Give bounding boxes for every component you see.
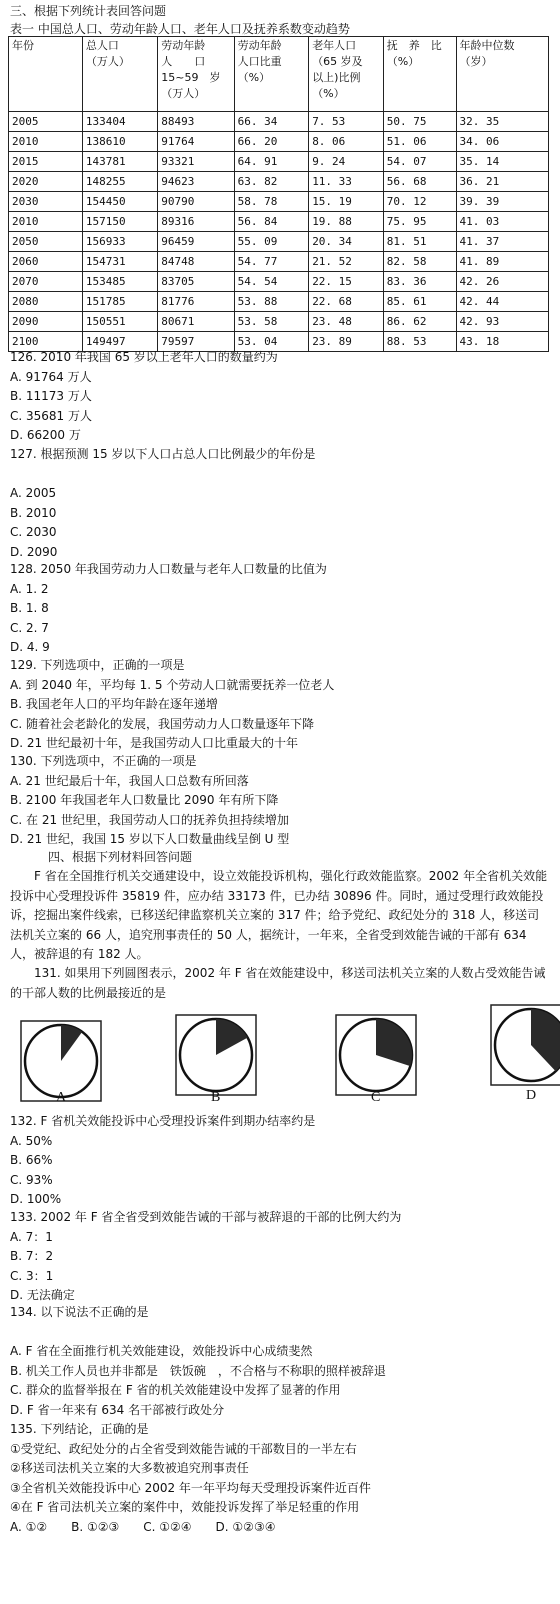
- pie-label: D: [526, 1088, 537, 1103]
- table-cell: 53. 04: [234, 332, 309, 352]
- question-127: [10, 445, 550, 562]
- blank-line: [10, 465, 550, 485]
- table-cell: 54. 77: [234, 252, 309, 272]
- answer-option: B. 2100 年我国老年人口数量比 2090 年有所下降: [10, 793, 279, 807]
- answer-option: A. 91764 万人: [10, 369, 92, 384]
- table-cell: 2020: [9, 172, 83, 192]
- question-129: [10, 656, 550, 754]
- table-row: [9, 112, 549, 132]
- pie-option-d: [490, 1004, 560, 1086]
- table-cell: 88493: [158, 112, 234, 132]
- table-cell: 56. 68: [383, 172, 456, 192]
- pie-options: [0, 1004, 560, 1109]
- table-cell: 8. 06: [309, 132, 384, 152]
- table-cell: 2060: [9, 252, 83, 272]
- answer-option: D. 21 世纪，我国 15 岁以下人口数量曲线呈倒 U 型: [10, 832, 290, 846]
- table-cell: 93321: [158, 152, 234, 172]
- answer-option: A. 2005: [10, 486, 57, 500]
- table-cell: 63. 82: [234, 172, 309, 192]
- table-cell: 96459: [158, 232, 234, 252]
- table-cell: 53. 58: [234, 312, 309, 332]
- table-cell: 83705: [158, 272, 234, 292]
- table-cell: 42. 44: [456, 292, 548, 312]
- table-header-cell: 年份: [9, 37, 83, 112]
- table-cell: 56. 84: [234, 212, 309, 232]
- table-row: [9, 312, 549, 332]
- table-row: [9, 152, 549, 172]
- table-cell: 81776: [158, 292, 234, 312]
- answer-option: C. 2030: [10, 525, 57, 539]
- table-cell: 157150: [82, 212, 157, 232]
- table-header-cell: 劳动年龄 人口比重 （%）: [234, 37, 309, 112]
- table-cell: 53. 88: [234, 292, 309, 312]
- table-cell: 91764: [158, 132, 234, 152]
- answer-option: B. 机关工作人员也并非都是 铁饭碗 ，不合格与不称职的照样被辞退: [10, 1363, 386, 1378]
- table-cell: 23. 89: [309, 332, 384, 352]
- answer-option: D. 2090: [10, 544, 58, 559]
- table-cell: 36. 21: [456, 172, 548, 192]
- table-cell: 66. 20: [234, 132, 309, 152]
- table-cell: 154731: [82, 252, 157, 272]
- table-header-cell: 劳动年龄 人 口 15~59 岁 （万人）: [158, 37, 234, 112]
- table-cell: 138610: [82, 132, 157, 152]
- table-cell: 42. 26: [456, 272, 548, 292]
- table-cell: 9. 24: [309, 152, 384, 172]
- table-row: [9, 272, 549, 292]
- question-134: [10, 1303, 550, 1420]
- answer-option: ③全省机关效能投诉中心 2002 年一年平均每天受理投诉案件近百件: [10, 1480, 371, 1495]
- question-126: [10, 348, 550, 446]
- answer-option: A. 1. 2: [10, 581, 49, 596]
- question-132: [10, 1112, 550, 1210]
- question-135: [10, 1420, 550, 1537]
- question-stem: 134. 以下说法不正确的是: [10, 1305, 149, 1319]
- table-cell: 2050: [9, 232, 83, 252]
- table-header-cell: 老年人口 （65 岁及 以上)比例 （%）: [309, 37, 384, 112]
- table-cell: 23. 48: [309, 312, 384, 332]
- table-row: [9, 212, 549, 232]
- table-cell: 64. 91: [234, 152, 309, 172]
- answer-option: C. 在 21 世纪里，我国劳动人口的抚养负担持续增加: [10, 812, 289, 827]
- table-cell: 149497: [82, 332, 157, 352]
- table-cell: 41. 89: [456, 252, 548, 272]
- table-cell: 150551: [82, 312, 157, 332]
- table-cell: 51. 06: [383, 132, 456, 152]
- table-cell: 83. 36: [383, 272, 456, 292]
- table-cell: 151785: [82, 292, 157, 312]
- table-header-cell: 总人口 （万人）: [82, 37, 157, 112]
- table-cell: 154450: [82, 192, 157, 212]
- table-cell: 89316: [158, 212, 234, 232]
- table-cell: 20. 34: [309, 232, 384, 252]
- material-paragraph: F 省在全国推行机关交通建设中，设立效能投诉机构，强化行政效能监察。2002 年全省机关效能投诉中心受理投诉件 35819 件，应办结 33173 件，已办结 30896 件。同时，通过受理行政效能投诉，挖掘出案件线索，已移送纪律监察机关立案的 317 件；给予党纪、政纪处分的 318 人，移送司法机关立案的 66 人，追究刑事责任的 50 人，据统计，一年来，全省受到效能告诫的干部有 634 人，被辞退的有 182 人。: [10, 869, 548, 961]
- answer-option: B. 我国老年人口的平均年龄在逐年递增: [10, 697, 218, 711]
- table-cell: 81. 51: [383, 232, 456, 252]
- table-row: [9, 132, 549, 152]
- blank-line: [10, 1323, 550, 1343]
- answer-option: C. 3：1: [10, 1268, 54, 1283]
- question-128: [10, 560, 550, 658]
- section-4-title: 四、根据下列材料回答问题: [48, 850, 193, 864]
- section-3-title: 三、根据下列统计表回答问题: [10, 4, 167, 18]
- table-cell: 2080: [9, 292, 83, 312]
- table-cell: 90790: [158, 192, 234, 212]
- table-cell: 2010: [9, 132, 83, 152]
- answer-option: B. 1. 8: [10, 601, 49, 615]
- table-cell: 58. 78: [234, 192, 309, 212]
- answer-option: D. 4. 9: [10, 640, 50, 654]
- answer-option: A. F 省在全面推行机关效能建设，效能投诉中心成绩斐然: [10, 1344, 313, 1358]
- table-header-row: [9, 37, 549, 112]
- answer-option: D. F 省一年来有 634 名干部被行政处分: [10, 1402, 225, 1417]
- pie-option-b: [175, 1014, 257, 1096]
- table-cell: 34. 06: [456, 132, 548, 152]
- table-cell: 32. 35: [456, 112, 548, 132]
- table-cell: 50. 75: [383, 112, 456, 132]
- answer-option: D. 100%: [10, 1192, 62, 1206]
- table-row: [9, 252, 549, 272]
- question-stem: 129. 下列选项中，正确的一项是: [10, 658, 185, 672]
- table-cell: 82. 58: [383, 252, 456, 272]
- table-cell: 41. 03: [456, 212, 548, 232]
- table-cell: 2070: [9, 272, 83, 292]
- pie-label: C: [371, 1090, 381, 1105]
- answer-option: ④在 F 省司法机关立案的案件中，效能投诉发挥了举足轻重的作用: [10, 1500, 360, 1514]
- answer-option: D. 无法确定: [10, 1288, 75, 1302]
- table-caption: 表一 中国总人口、劳动年龄人口、老年人口及抚养系数变动趋势: [10, 22, 350, 36]
- question-stem: 126. 2010 年我国 65 岁以上老年人口的数量约为: [10, 350, 278, 364]
- answer-option: C. 35681 万人: [10, 408, 92, 423]
- answer-option: A. ①② B. ①②③ C. ①②④ D. ①②③④: [10, 1519, 276, 1534]
- table-cell: 11. 33: [309, 172, 384, 192]
- table-cell: 43. 18: [456, 332, 548, 352]
- table-cell: 156933: [82, 232, 157, 252]
- table-header-cell: 年龄中位数 （岁）: [456, 37, 548, 112]
- table-cell: 75. 95: [383, 212, 456, 232]
- pie-option-c: [335, 1014, 417, 1096]
- table-cell: 66. 34: [234, 112, 309, 132]
- table-cell: 80671: [158, 312, 234, 332]
- population-table: [8, 36, 549, 352]
- answer-option: C. 93%: [10, 1172, 53, 1187]
- table-cell: 21. 52: [309, 252, 384, 272]
- table-row: [9, 292, 549, 312]
- table-header-cell: 抚 养 比 （%）: [383, 37, 456, 112]
- table-cell: 39. 39: [456, 192, 548, 212]
- answer-option: B. 7：2: [10, 1249, 54, 1263]
- table-row: [9, 232, 549, 252]
- table-cell: 7. 53: [309, 112, 384, 132]
- answer-option: C. 群众的监督举报在 F 省的机关效能建设中发挥了显著的作用: [10, 1383, 341, 1397]
- table-cell: 143781: [82, 152, 157, 172]
- answer-option: A. 7：1: [10, 1229, 53, 1244]
- table-cell: 42. 93: [456, 312, 548, 332]
- table-cell: 84748: [158, 252, 234, 272]
- table-cell: 79597: [158, 332, 234, 352]
- table-cell: 41. 37: [456, 232, 548, 252]
- answer-option: B. 11173 万人: [10, 389, 92, 403]
- table-cell: 153485: [82, 272, 157, 292]
- pie-label: A: [56, 1090, 67, 1105]
- table-cell: 2100: [9, 332, 83, 352]
- answer-option: A. 50%: [10, 1133, 53, 1148]
- question-stem: 135. 下列结论，正确的是: [10, 1422, 149, 1436]
- answer-option: A. 21 世纪最后十年，我国人口总数有所回落: [10, 773, 249, 788]
- table-cell: 86. 62: [383, 312, 456, 332]
- table-row: [9, 192, 549, 212]
- answer-option: ①受党纪、政纪处分的占全省受到效能告诫的干部数目的一半左右: [10, 1441, 357, 1456]
- table-cell: 54. 07: [383, 152, 456, 172]
- table-cell: 2030: [9, 192, 83, 212]
- answer-option: B. 2010: [10, 505, 57, 520]
- table-cell: 2010: [9, 212, 83, 232]
- answer-option: A. 到 2040 年，平均每 1. 5 个劳动人口就需要抚养一位老人: [10, 677, 335, 692]
- answer-option: B. 66%: [10, 1153, 53, 1167]
- answer-option: C. 2. 7: [10, 620, 49, 635]
- answer-option: D. 21 世纪最初十年，是我国劳动人口比重最大的十年: [10, 736, 298, 750]
- table-cell: 88. 53: [383, 332, 456, 352]
- table-cell: 70. 12: [383, 192, 456, 212]
- table-cell: 15. 19: [309, 192, 384, 212]
- table-cell: 22. 15: [309, 272, 384, 292]
- question-133: [10, 1208, 550, 1306]
- question-stem: 127. 根据预测 15 岁以下人口占总人口比例最少的年份是: [10, 447, 316, 461]
- table-cell: 35. 14: [456, 152, 548, 172]
- answer-option: C. 随着社会老龄化的发展，我国劳动力人口数量逐年下降: [10, 716, 315, 731]
- table-cell: 2015: [9, 152, 83, 172]
- pie-label: B: [211, 1090, 221, 1105]
- table-cell: 2005: [9, 112, 83, 132]
- question-130: [10, 752, 550, 850]
- question-stem: 130. 下列选项中，不正确的一项是: [10, 754, 197, 768]
- question-131-stem: 131. 如果用下列圆图表示，2002 年 F 省在效能建设中，移送司法机关立案的人数占受效能告诫的干部人数的比例最接近的是: [10, 966, 546, 1000]
- table-row: [9, 172, 549, 192]
- table-cell: 133404: [82, 112, 157, 132]
- question-stem: 133. 2002 年 F 省全省受到效能告诫的干部与被辞退的干部的比例大约为: [10, 1210, 402, 1224]
- table-cell: 148255: [82, 172, 157, 192]
- table-cell: 54. 54: [234, 272, 309, 292]
- table-cell: 22. 68: [309, 292, 384, 312]
- table-cell: 85. 61: [383, 292, 456, 312]
- table-cell: 55. 09: [234, 232, 309, 252]
- table-cell: 2090: [9, 312, 83, 332]
- table-cell: 19. 88: [309, 212, 384, 232]
- question-stem: 128. 2050 年我国劳动力人口数量与老年人口数量的比值为: [10, 562, 327, 576]
- table-cell: 94623: [158, 172, 234, 192]
- answer-option: ②移送司法机关立案的大多数被追究刑事责任: [10, 1461, 249, 1475]
- question-stem: 132. F 省机关效能投诉中心受理投诉案件到期办结率约是: [10, 1114, 316, 1128]
- answer-option: D. 66200 万: [10, 428, 81, 442]
